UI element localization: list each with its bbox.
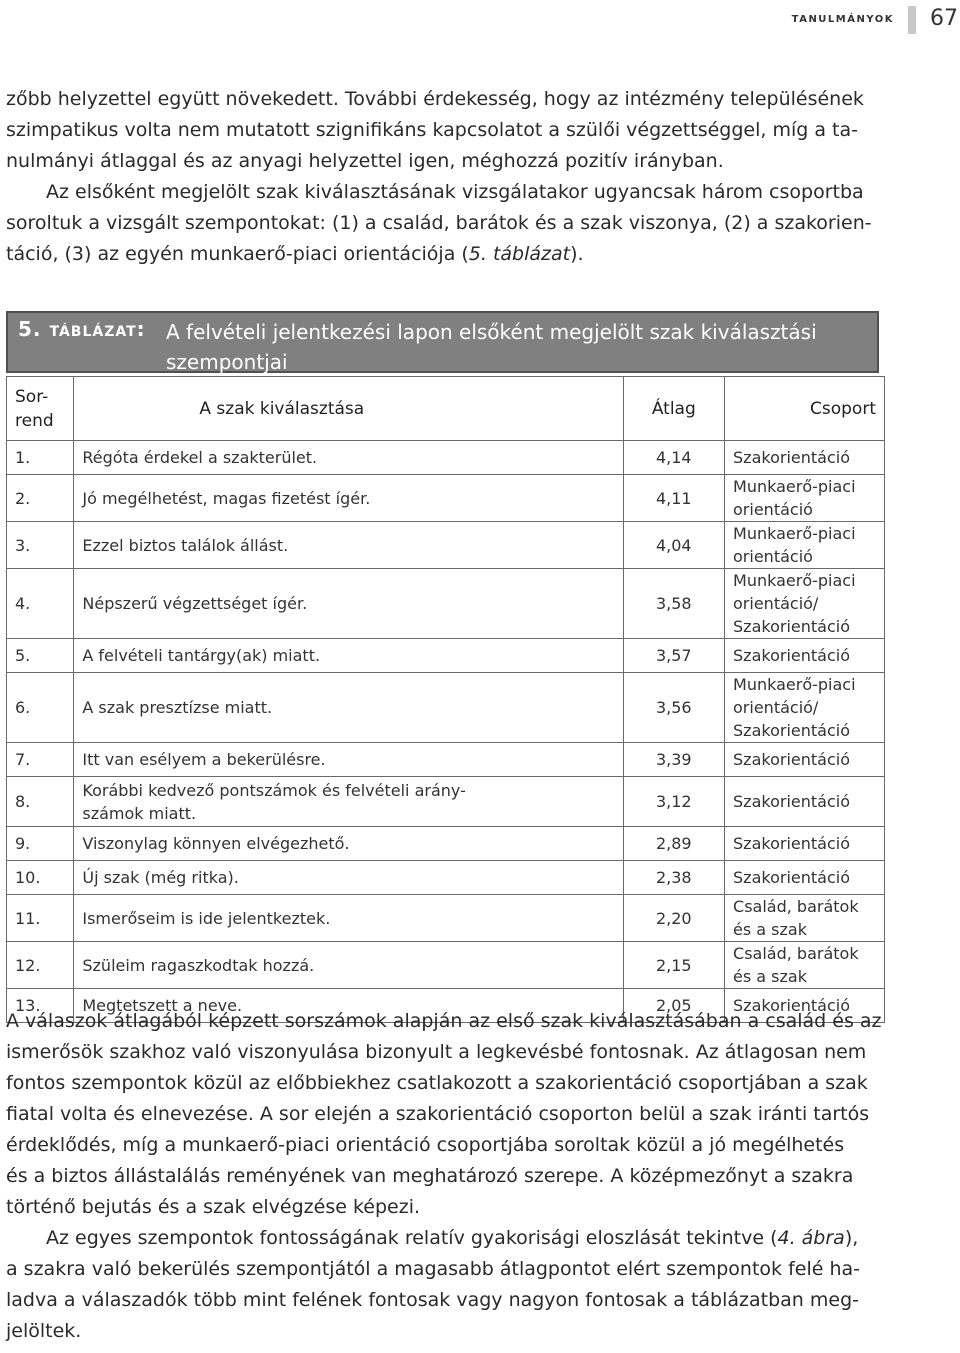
cell-average: 3,39	[623, 743, 724, 777]
text-line: zőbb helyzettel együtt növekedett. További érdekesség, hogy az intézmény településének	[6, 88, 864, 110]
section-title: tanulmányok	[791, 10, 894, 26]
header-average: Átlag	[623, 377, 724, 441]
body-paragraph-2	[6, 1006, 918, 1347]
cell-reason	[74, 569, 623, 639]
header-group: Csoport	[725, 377, 885, 441]
cell-average: 2,89	[623, 827, 724, 861]
cell-average: 2,15	[623, 942, 724, 989]
cell-reason-line: Viszonylag könnyen elvégezhető.	[82, 834, 350, 853]
text-line: történő bejutás és a szak elvégzése képezi.	[6, 1196, 421, 1218]
cell-reason-line: számok miatt.	[82, 803, 197, 823]
cell-average: 2,20	[623, 895, 724, 942]
cell-average: 3,58	[623, 569, 724, 639]
cell-group	[725, 743, 885, 777]
cell-reason-line: Itt van esélyem a bekerülésre.	[82, 750, 326, 769]
cell-group-line: Szakorientáció	[733, 834, 850, 853]
header-divider	[908, 6, 916, 34]
cell-reason-line: Szüleim ragaszkodtak hozzá.	[82, 955, 315, 975]
cell-reason	[74, 743, 623, 777]
text-span: ),	[844, 1227, 859, 1249]
cell-reason	[74, 827, 623, 861]
header-rank-line: rend	[15, 410, 54, 431]
text-line: Az elsőként megjelölt szak kiválasztásának vizsgálatakor ugyancsak három csoportba	[46, 181, 864, 203]
cell-group-line: Munkaerő-piaci orientáció/	[733, 571, 856, 613]
cell-reason-line: A szak presztízse miatt.	[82, 698, 273, 717]
cell-group	[725, 827, 885, 861]
figure-reference: 4. ábra	[777, 1227, 845, 1249]
cell-reason	[74, 673, 623, 743]
cell-average: 3,12	[623, 777, 724, 827]
table-row	[7, 777, 885, 827]
table-row	[7, 475, 885, 522]
cell-reason	[74, 777, 623, 827]
text-line: érdeklődés, míg a munkaerő-piaci orientáció csoportjába soroltak közül a jó megélhetés	[6, 1134, 845, 1156]
cell-average: 2,05	[623, 989, 724, 1023]
cell-reason-line: Korábbi kedvező pontszámok és felvételi arány-	[82, 780, 466, 800]
table-caption	[6, 311, 879, 373]
text-line: jelöltek.	[6, 1320, 82, 1342]
text-line: ladva a válaszadók több mint felének fontosak vagy nagyon fontosak a táblázatban meg-	[6, 1289, 859, 1311]
text-span: ).	[570, 243, 584, 265]
cell-average: 3,56	[623, 673, 724, 743]
cell-group-line: Szakorientáció	[733, 868, 850, 887]
cell-reason	[74, 441, 623, 475]
table-row	[7, 861, 885, 895]
running-header	[0, 4, 960, 34]
cell-group	[725, 639, 885, 673]
cell-reason	[74, 475, 623, 522]
cell-rank: 13.	[7, 989, 74, 1023]
table-caption-title: A felvételi jelentkezési lapon elsőként megjelölt szak kiválasztási szempontjai	[166, 320, 817, 374]
cell-rank: 4.	[7, 569, 74, 639]
table-row	[7, 673, 885, 743]
cell-reason	[74, 861, 623, 895]
cell-rank: 5.	[7, 639, 74, 673]
cell-group-line: Szakorientáció	[733, 750, 850, 769]
cell-rank: 11.	[7, 895, 74, 942]
table-row	[7, 441, 885, 475]
table-row	[7, 639, 885, 673]
text-line: ismerősök szakhoz való viszonyulása bizonyult a legkevésbé fontosnak. Az átlagosan nem	[6, 1041, 867, 1063]
table-row	[7, 827, 885, 861]
text-line	[6, 239, 918, 270]
table-row	[7, 895, 885, 942]
cell-group	[725, 777, 885, 827]
table-reference: 5. táblázat	[468, 243, 571, 265]
cell-group-line: Munkaerő-piaci orientáció	[733, 524, 856, 566]
page-number: 67	[930, 6, 958, 31]
data-table	[6, 376, 885, 1023]
table-row	[7, 743, 885, 777]
cell-reason-line: Jó megélhetést, magas fizetést ígér.	[82, 488, 371, 508]
cell-group	[725, 569, 885, 639]
cell-group-line: Szakorientáció	[733, 792, 850, 811]
cell-rank: 7.	[7, 743, 74, 777]
cell-group-line: Szakorientáció	[733, 721, 850, 740]
text-line	[6, 1223, 918, 1254]
text-line: fiatal volta és elnevezése. A sor elején a szakorientáció csoporton belül a szak iránti tartós	[6, 1103, 870, 1125]
cell-group-line: Család, barátok és a szak	[733, 897, 859, 939]
cell-reason-line: Ezzel biztos találok állást.	[82, 535, 289, 555]
cell-average: 4,04	[623, 522, 724, 569]
cell-reason-line: A felvételi tantárgy(ak) miatt.	[82, 646, 321, 665]
cell-reason-line: Népszerű végzettséget ígér.	[82, 594, 308, 613]
cell-group-line: Szakorientáció	[733, 617, 850, 636]
cell-rank: 1.	[7, 441, 74, 475]
cell-rank: 9.	[7, 827, 74, 861]
text-line: A válaszok átlagából képzett sorszámok alapján az első szak kiválasztásában a család és az	[6, 1010, 882, 1032]
cell-group-line: Munkaerő-piaci orientáció	[733, 477, 856, 519]
cell-rank: 2.	[7, 475, 74, 522]
cell-rank: 8.	[7, 777, 74, 827]
cell-group	[725, 441, 885, 475]
cell-average: 3,57	[623, 639, 724, 673]
cell-rank: 10.	[7, 861, 74, 895]
cell-average: 4,11	[623, 475, 724, 522]
table-row	[7, 569, 885, 639]
cell-group	[725, 895, 885, 942]
text-line: és a biztos állástalálás reményének van meghatározó szerepe. A középmezőnyt a szakra	[6, 1165, 854, 1187]
text-line: soroltuk a vizsgált szempontokat: (1) a család, barátok és a szak viszonya, (2) a szakorien-	[6, 212, 872, 234]
cell-reason	[74, 942, 623, 989]
table-row	[7, 942, 885, 989]
cell-reason-line: Megtetszett a neve.	[82, 996, 243, 1015]
text-line: fontos szempontok közül az előbbiekhez csatlakozott a szakorientáció csoportjában a szak	[6, 1072, 868, 1094]
body-paragraph-1	[6, 84, 918, 270]
cell-group-line: Szakorientáció	[733, 646, 850, 665]
cell-group-line: Munkaerő-piaci orientáció/	[733, 675, 856, 717]
cell-reason-line: Régóta érdekel a szakterület.	[82, 448, 318, 467]
text-span: táció, (3) az egyén munkaerő-piaci orientációja (	[6, 243, 469, 265]
text-span: Az egyes szempontok fontosságának relatív gyakorisági eloszlását tekintve (	[46, 1227, 778, 1249]
cell-reason-line: Új szak (még ritka).	[82, 868, 239, 887]
text-line: nulmányi átlaggal és az anyagi helyzettel igen, méghozzá pozitív irányban.	[6, 150, 724, 172]
table-caption-label: 5. táblázat:	[18, 317, 146, 341]
text-line: szimpatikus volta nem mutatott szignifikáns kapcsolatot a szülői végzettséggel, míg a ta-	[6, 119, 858, 141]
text-line: a szakra való bekerülés szempontjától a magasabb átlagpontot elért szempontok felé ha-	[6, 1258, 861, 1280]
cell-rank: 12.	[7, 942, 74, 989]
cell-group-line: Család, barátok és a szak	[733, 944, 859, 986]
cell-average: 2,38	[623, 861, 724, 895]
cell-reason-line: Ismerőseim is ide jelentkeztek.	[82, 908, 331, 928]
header-rank-line: Sor-	[15, 386, 49, 407]
header-rank	[7, 377, 74, 441]
cell-average: 4,14	[623, 441, 724, 475]
cell-group	[725, 861, 885, 895]
cell-group-line: Szakorientáció	[733, 448, 850, 467]
table-header-row	[7, 377, 885, 441]
cell-group	[725, 942, 885, 989]
cell-group	[725, 522, 885, 569]
cell-reason	[74, 639, 623, 673]
cell-group-line: Szakorientáció	[733, 996, 850, 1015]
cell-group	[725, 475, 885, 522]
cell-rank: 3.	[7, 522, 74, 569]
table-row	[7, 522, 885, 569]
cell-rank: 6.	[7, 673, 74, 743]
cell-group	[725, 673, 885, 743]
cell-reason	[74, 522, 623, 569]
cell-reason	[74, 895, 623, 942]
header-reason: A szak kiválasztása	[74, 377, 623, 441]
